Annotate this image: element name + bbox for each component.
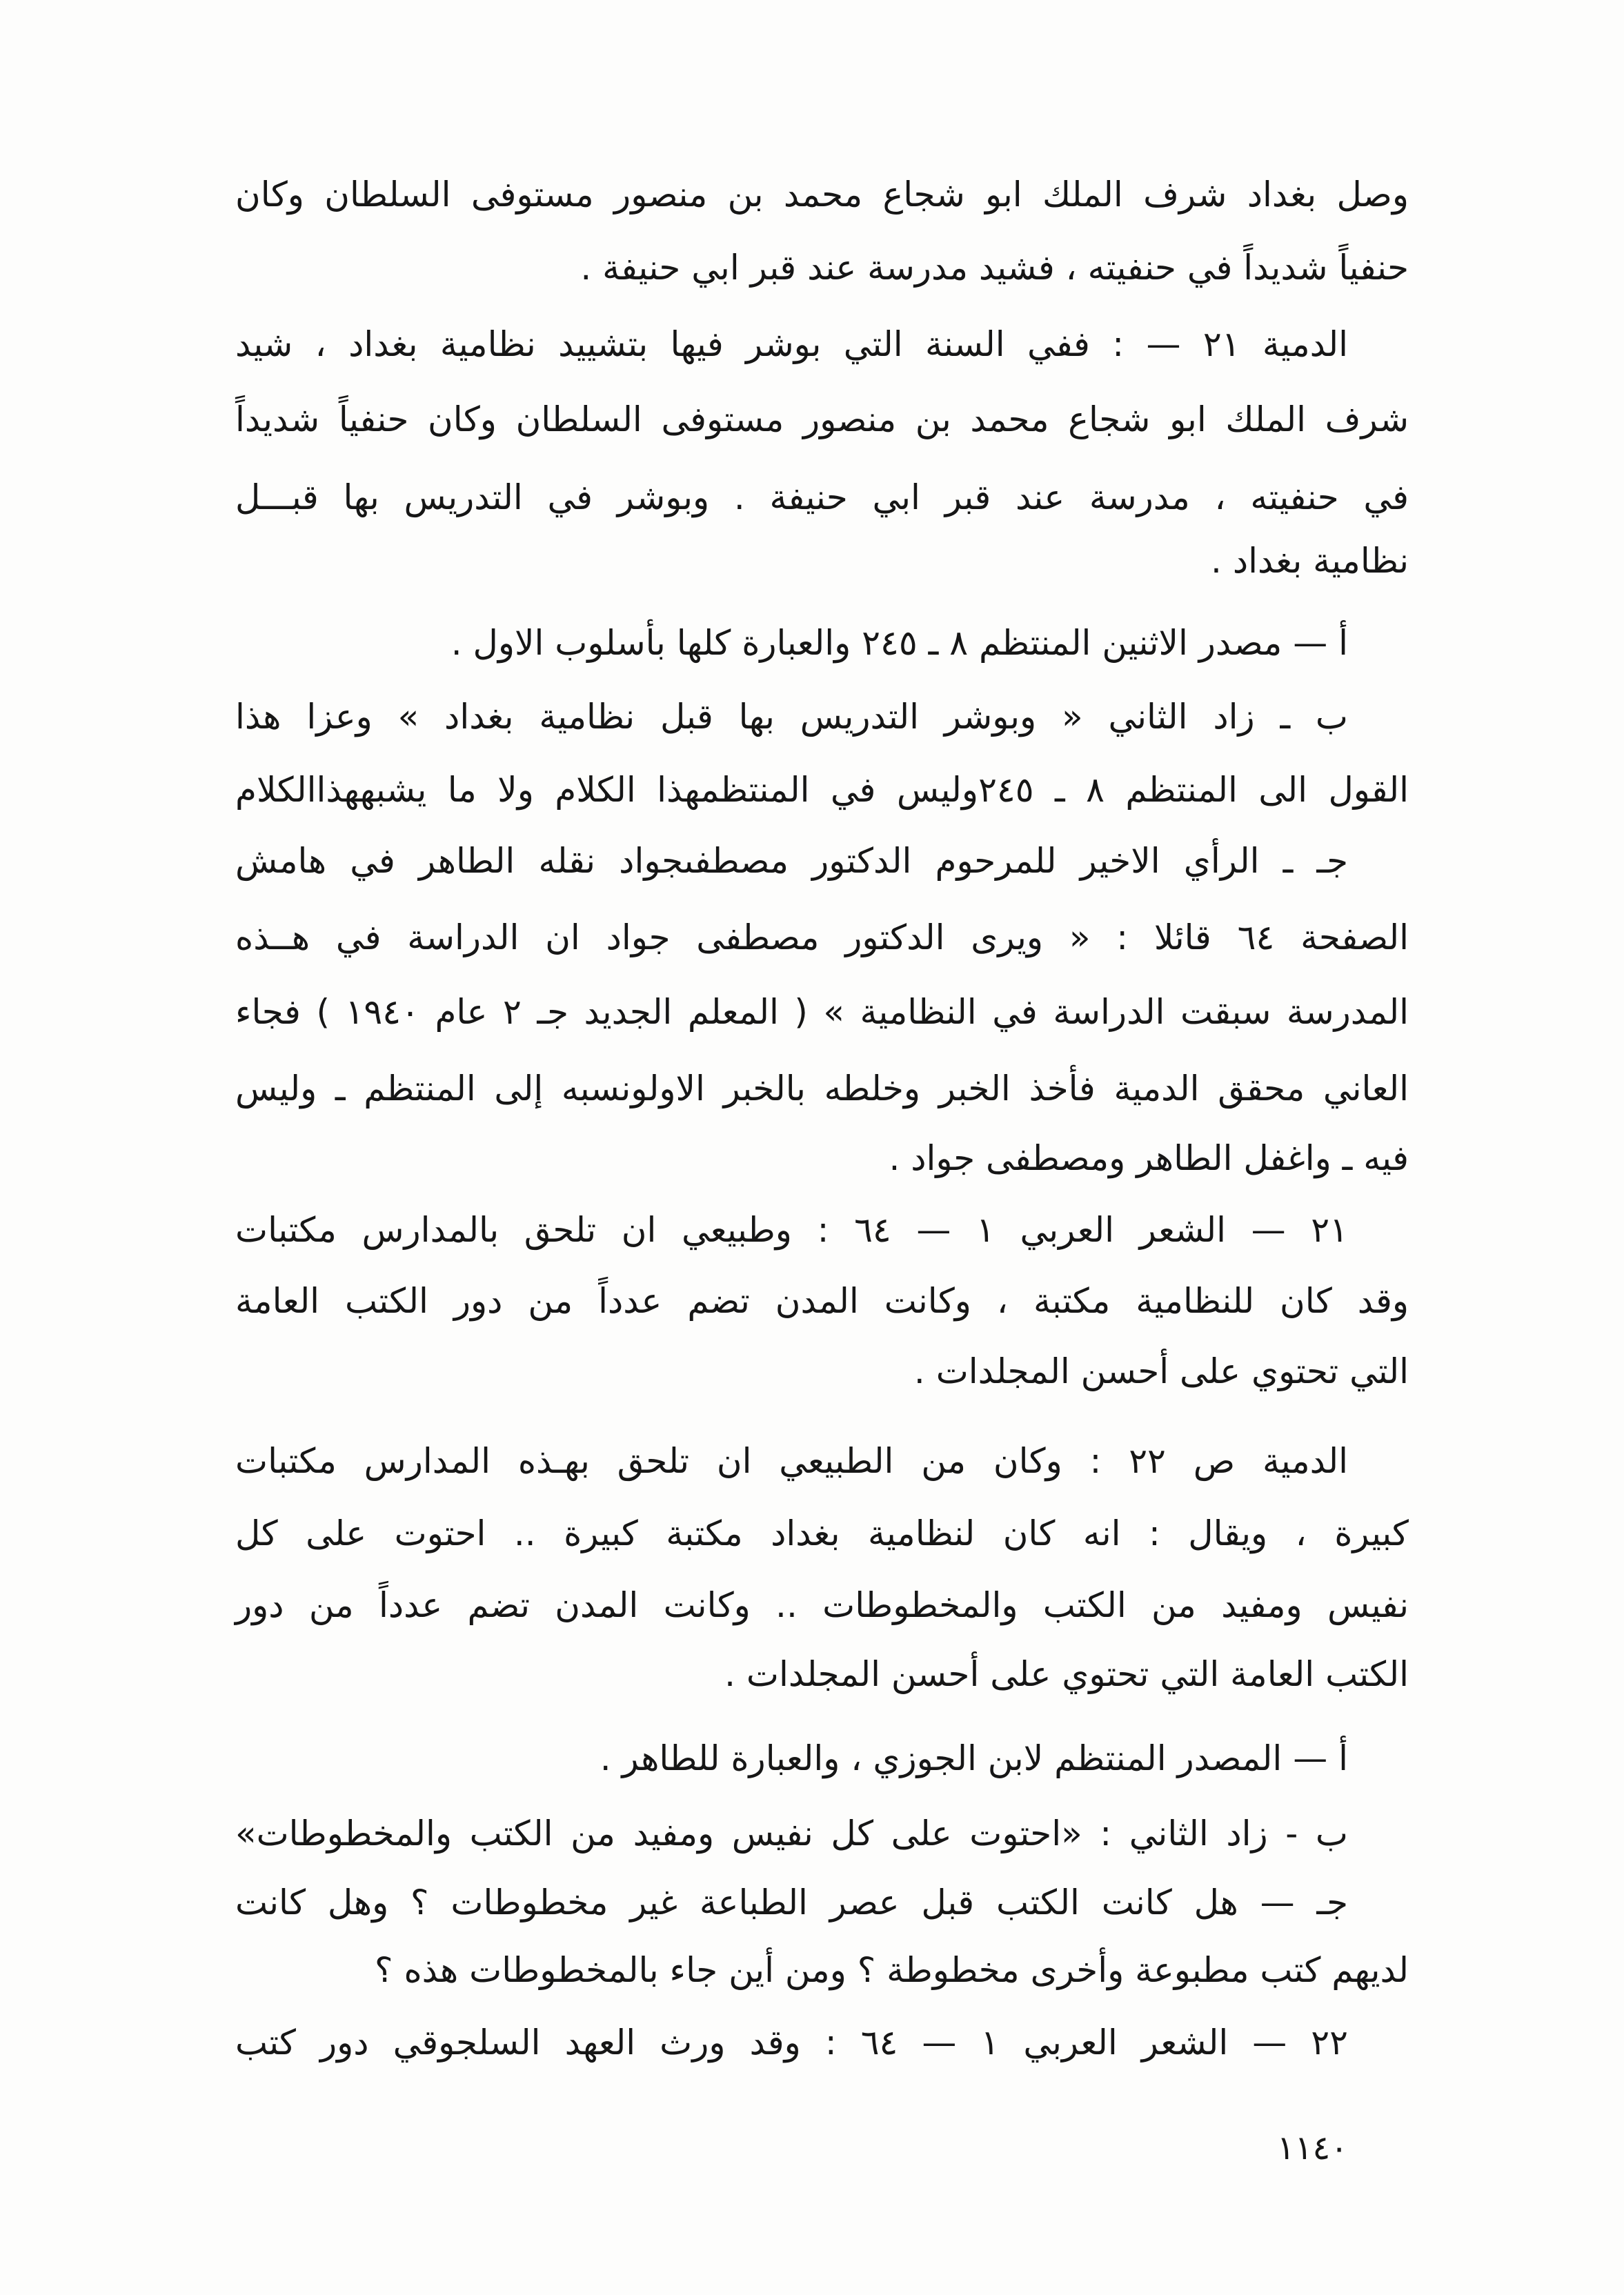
text-line: كبيرة ، ويقال : انه كان لنظامية بغداد مكتبة كبيرة .. احتوت على كل [235, 1513, 1409, 1553]
text-line: ٢٢ — الشعر العربي ١ — ٦٤ : وقد ورث العهد السلجوقي دور كتب [235, 2023, 1348, 2063]
text-line: ٢١ — الشعر العربي ١ — ٦٤ : وطبيعي ان تلحق بالمدارس مكتبات [235, 1210, 1348, 1250]
text-line: لديهم كتب مطبوعة وأخرى مخطوطة ؟ ومن أين جاء بالمخطوطات هذه ؟ [375, 1950, 1409, 1990]
text-line: نفيس ومفيد من الكتب والمخطوطات .. وكانت المدن تضم عدداً من دور [235, 1585, 1409, 1625]
text-line: أ — مصدر الاثنين المنتظم ٨ ـ ٢٤٥ والعبارة كلها بأسلوب الاول . [450, 623, 1348, 663]
text-line: في حنفيته ، مدرسة عند قبر ابي حنيفة . وبوشر في التدريس بها قبـــل [235, 477, 1409, 517]
text-line: نظامية بغداد . [1211, 541, 1409, 581]
text-line: التي تحتوي على أحسن المجلدات . [913, 1351, 1409, 1391]
page-number: ١١٤٠ [1276, 2129, 1348, 2167]
text-line: العاني محقق الدمية فأخذ الخبر وخلطه بالخبر الاولونسبه إلى المنتظم ـ وليس [235, 1069, 1409, 1109]
text-line: الكتب العامة التي تحتوي على أحسن المجلدات . [724, 1654, 1409, 1694]
text-line: حنفياً شديداً في حنفيته ، فشيد مدرسة عند قبر ابي حنيفة . [580, 248, 1409, 288]
text-line: الدمية ص ٢٢ : وكان من الطبيعي ان تلحق بهـذه المدارس مكتبات [235, 1441, 1348, 1481]
text-line: جـ ـ الرأي الاخير للمرحوم الدكتور مصطفىجواد نقله الطاهر في هامش [235, 841, 1348, 881]
text-line: وقد كان للنظامية مكتبة ، وكانت المدن تضم عدداً من دور الكتب العامة [235, 1281, 1409, 1321]
text-line: القول الى المنتظم ٨ ـ ٢٤٥وليس في المنتظمهذا الكلام ولا ما يشبههذاالكلام [235, 770, 1409, 810]
text-line: ب ـ زاد الثاني « وبوشر التدريس بها قبل نظامية بغداد » وعزا هذا [235, 697, 1348, 737]
text-line: أ — المصدر المنتظم لابن الجوزي ، والعبارة للطاهر . [600, 1738, 1348, 1778]
text-line: جـ — هل كانت الكتب قبل عصر الطباعة غير مخطوطات ؟ وهل كانت [235, 1882, 1348, 1923]
text-line: فيه ـ واغفل الطاهر ومصطفى جواد . [889, 1138, 1409, 1178]
text-line: الدمية ٢١ — : ففي السنة التي بوشر فيها بتشييد نظامية بغداد ، شيد [235, 324, 1348, 364]
text-line: ب - زاد الثاني : «احتوت على كل نفيس ومفيد من الكتب والمخطوطات» [235, 1814, 1348, 1854]
text-line: وصل بغداد شرف الملك ابو شجاع محمد بن منصور مستوفى السلطان وكان [235, 175, 1409, 215]
text-line: شرف الملك ابو شجاع محمد بن منصور مستوفى السلطان وكان حنفياً شديداً [235, 399, 1409, 439]
text-line: المدرسة سبقت الدراسة في النظامية » ( المعلم الجديد جـ ٢ عام ١٩٤٠ ) فجاء [235, 992, 1409, 1032]
text-line: الصفحة ٦٤ قائلا : « ويرى الدكتور مصطفى جواد ان الدراسة في هــذه [235, 917, 1409, 957]
